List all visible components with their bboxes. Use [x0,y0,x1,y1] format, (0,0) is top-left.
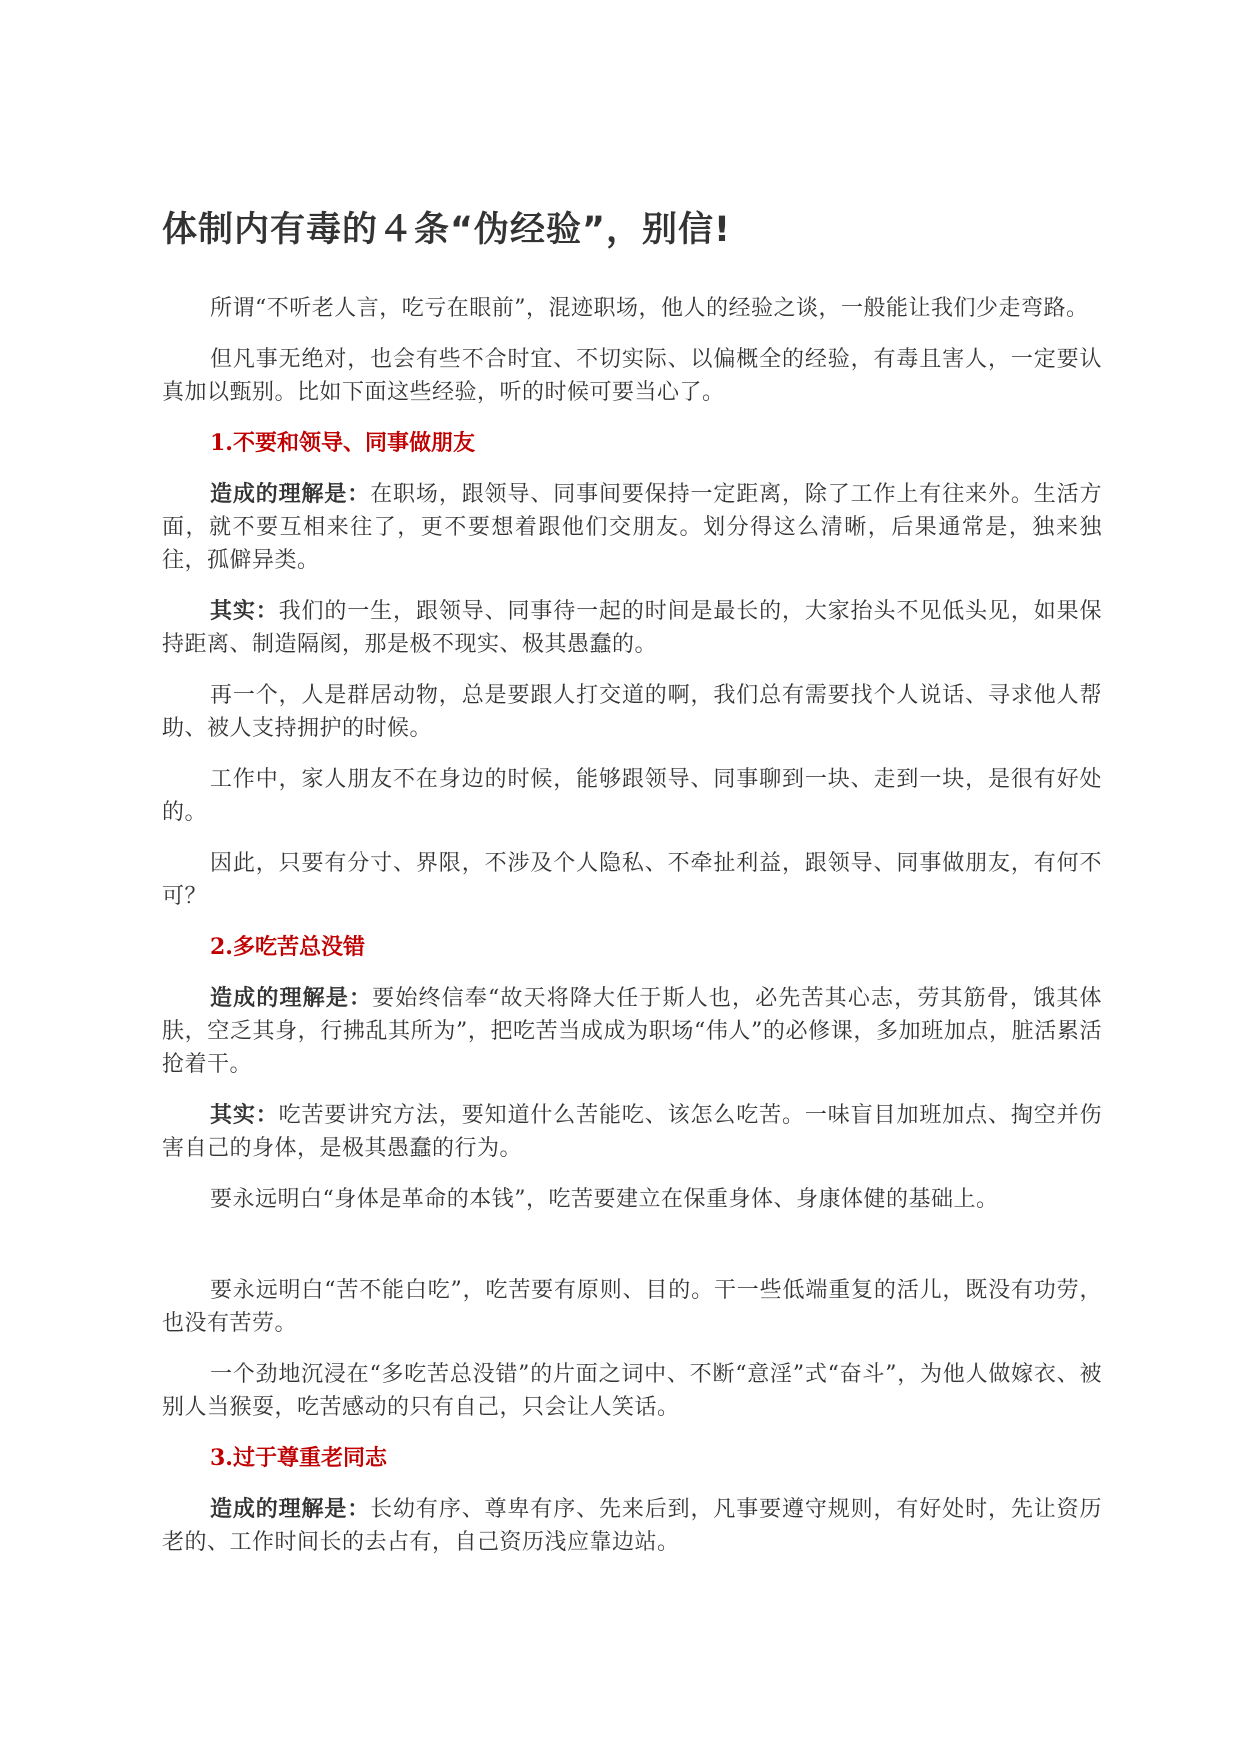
intro-paragraph: 但凡事无绝对，也会有些不合时宜、不切实际、以偏概全的经验，有毒且害人，一定要认真加以甄别。比如下面这些经验，听的时候可要当心了。 [162,347,1102,405]
actually-label: 其实： [210,1102,279,1128]
body-paragraph: 要永远明白“苦不能白吃”，吃苦要有原则、目的。干一些低端重复的活儿，既没有功劳，也没有苦劳。 [162,1278,1102,1336]
actually-text: 我们的一生，跟领导、同事待一起的时间是最长的，大家抬头不见低头见，如果保持距离、制造隔阂，那是极不现实、极其愚蠢的。 [162,599,1102,657]
body-paragraph: 一个劲地沉浸在“多吃苦总没错”的片面之词中、不断“意淫”式“奋斗”，为他人做嫁衣、被别人当猴耍，吃苦感动的只有自己，只会让人笑话。 [162,1362,1102,1420]
understanding-text: 长幼有序、尊卑有序、先来后到，凡事要遵守规则，有好处时，先让资历老的、工作时间长的去占有，自己资历浅应靠边站。 [162,1497,1102,1555]
understanding-text: 在职场，跟领导、同事间要保持一定距离，除了工作上有往来外。生活方面，就不要互相来往了，更不要想着跟他们交朋友。划分得这么清晰，后果通常是，独来独往，孤僻异类。 [162,482,1102,573]
body-paragraph: 要永远明白“身体是革命的本钱”，吃苦要建立在保重身体、身康体健的基础上。 [210,1187,999,1212]
actually-paragraph [162,595,1102,661]
actually-label: 其实： [210,598,279,624]
understanding-label: 造成的理解是： [210,481,371,507]
section-heading: 2.多吃苦总没错 [210,934,365,960]
section-heading: 3.过于尊重老同志 [210,1445,387,1471]
understanding-label: 造成的理解是： [210,1496,371,1522]
article-body [162,206,1102,1577]
article-title: 体制内有毒的４条“伪经验”，别信! [162,210,731,250]
understanding-text: 要始终信奉“故天将降大任于斯人也，必先苦其心志，劳其筋骨，饿其体肤，空乏其身，行拂乱其所为”，把吃苦当成成为职场“伟人”的必修课，多加班加点，脏活累活抢着干。 [162,986,1102,1077]
section-heading: 1.不要和领导、同事做朋友 [210,430,475,456]
actually-paragraph [162,1099,1102,1165]
understanding-paragraph [162,478,1102,577]
spacer [162,1234,1102,1274]
intro-paragraph: 所谓“不听老人言，吃亏在眼前”，混迹职场，他人的经验之谈，一般能让我们少走弯路。 [210,296,1089,321]
body-paragraph: 因此，只要有分寸、界限，不涉及个人隐私、不牵扯利益，跟领导、同事做朋友，有何不可？ [162,851,1102,909]
body-paragraph: 再一个，人是群居动物，总是要跟人打交道的啊，我们总有需要找个人说话、寻求他人帮助、被人支持拥护的时候。 [162,683,1102,741]
body-paragraph: 工作中，家人朋友不在身边的时候，能够跟领导、同事聊到一块、走到一块，是很有好处的。 [162,767,1102,825]
understanding-paragraph [162,1493,1102,1559]
actually-text: 吃苦要讲究方法，要知道什么苦能吃、该怎么吃苦。一味盲目加班加点、掏空并伤害自己的身体，是极其愚蠢的行为。 [162,1103,1102,1161]
understanding-paragraph [162,982,1102,1081]
understanding-label: 造成的理解是： [210,985,373,1011]
